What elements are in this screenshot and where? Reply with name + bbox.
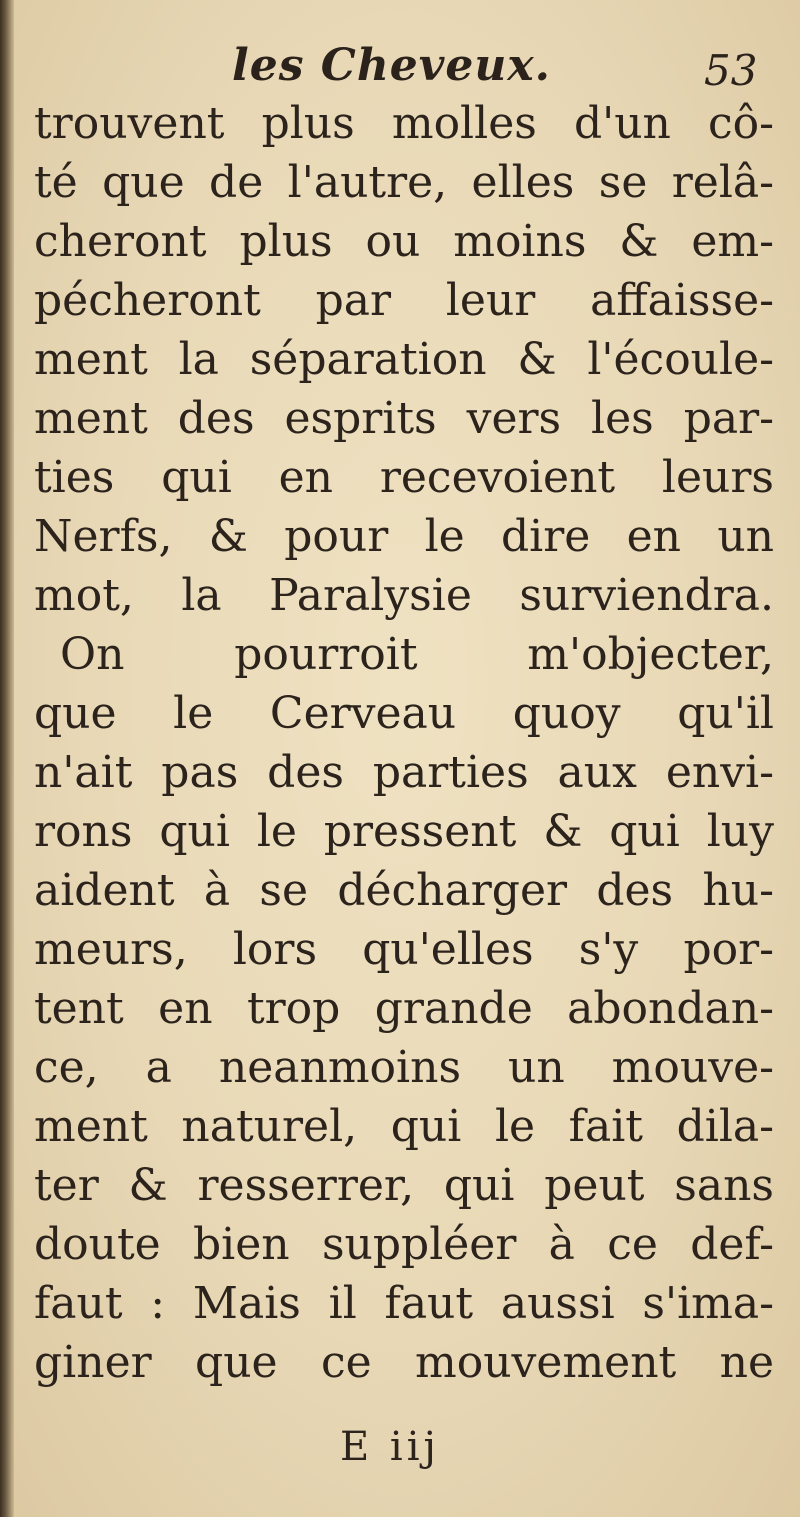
paragraph-start-line: On pourroit m'objecter, (60, 629, 774, 680)
text-line: ment naturel, qui le fait dila- (34, 1101, 774, 1152)
text-line: meurs, lors qu'elles s'y por- (34, 924, 774, 975)
text-line: ter & resserrer, qui peut sans (34, 1160, 774, 1211)
text-line: tent en trop grande abondan- (34, 983, 774, 1034)
text-line: ce, a neanmoins un mouve- (34, 1042, 774, 1093)
text-line: rons qui le pressent & qui luy (34, 806, 774, 857)
page-number: 53 (704, 46, 758, 95)
text-line: doute bien suppléer à ce def- (34, 1219, 774, 1270)
text-line: pécheront par leur affaisse- (34, 275, 774, 326)
text-line: trouvent plus molles d'un cô- (34, 98, 774, 149)
text-line: mot, la Paralysie surviendra. (34, 570, 774, 621)
text-line: Nerfs, & pour le dire en un (34, 511, 774, 562)
text-line: faut : Mais il faut aussi s'ima- (34, 1278, 774, 1329)
text-line: ties qui en recevoient leurs (34, 452, 774, 503)
text-line: té que de l'autre, elles se relâ- (34, 157, 774, 208)
signature-mark: E iij (340, 1424, 440, 1470)
running-title: les Cheveux. (232, 40, 551, 91)
text-line: n'ait pas des parties aux envi- (34, 747, 774, 798)
body-text (34, 94, 774, 1392)
page-header (0, 40, 800, 100)
text-line: giner que ce mouvement ne (34, 1337, 774, 1388)
text-line: que le Cerveau quoy qu'il (34, 688, 774, 739)
text-line: aident à se décharger des hu- (34, 865, 774, 916)
text-line: cheront plus ou moins & em- (34, 216, 774, 267)
text-line: ment des esprits vers les par- (34, 393, 774, 444)
binding-gutter (0, 0, 14, 1517)
text-line: ment la séparation & l'écoule- (34, 334, 774, 385)
